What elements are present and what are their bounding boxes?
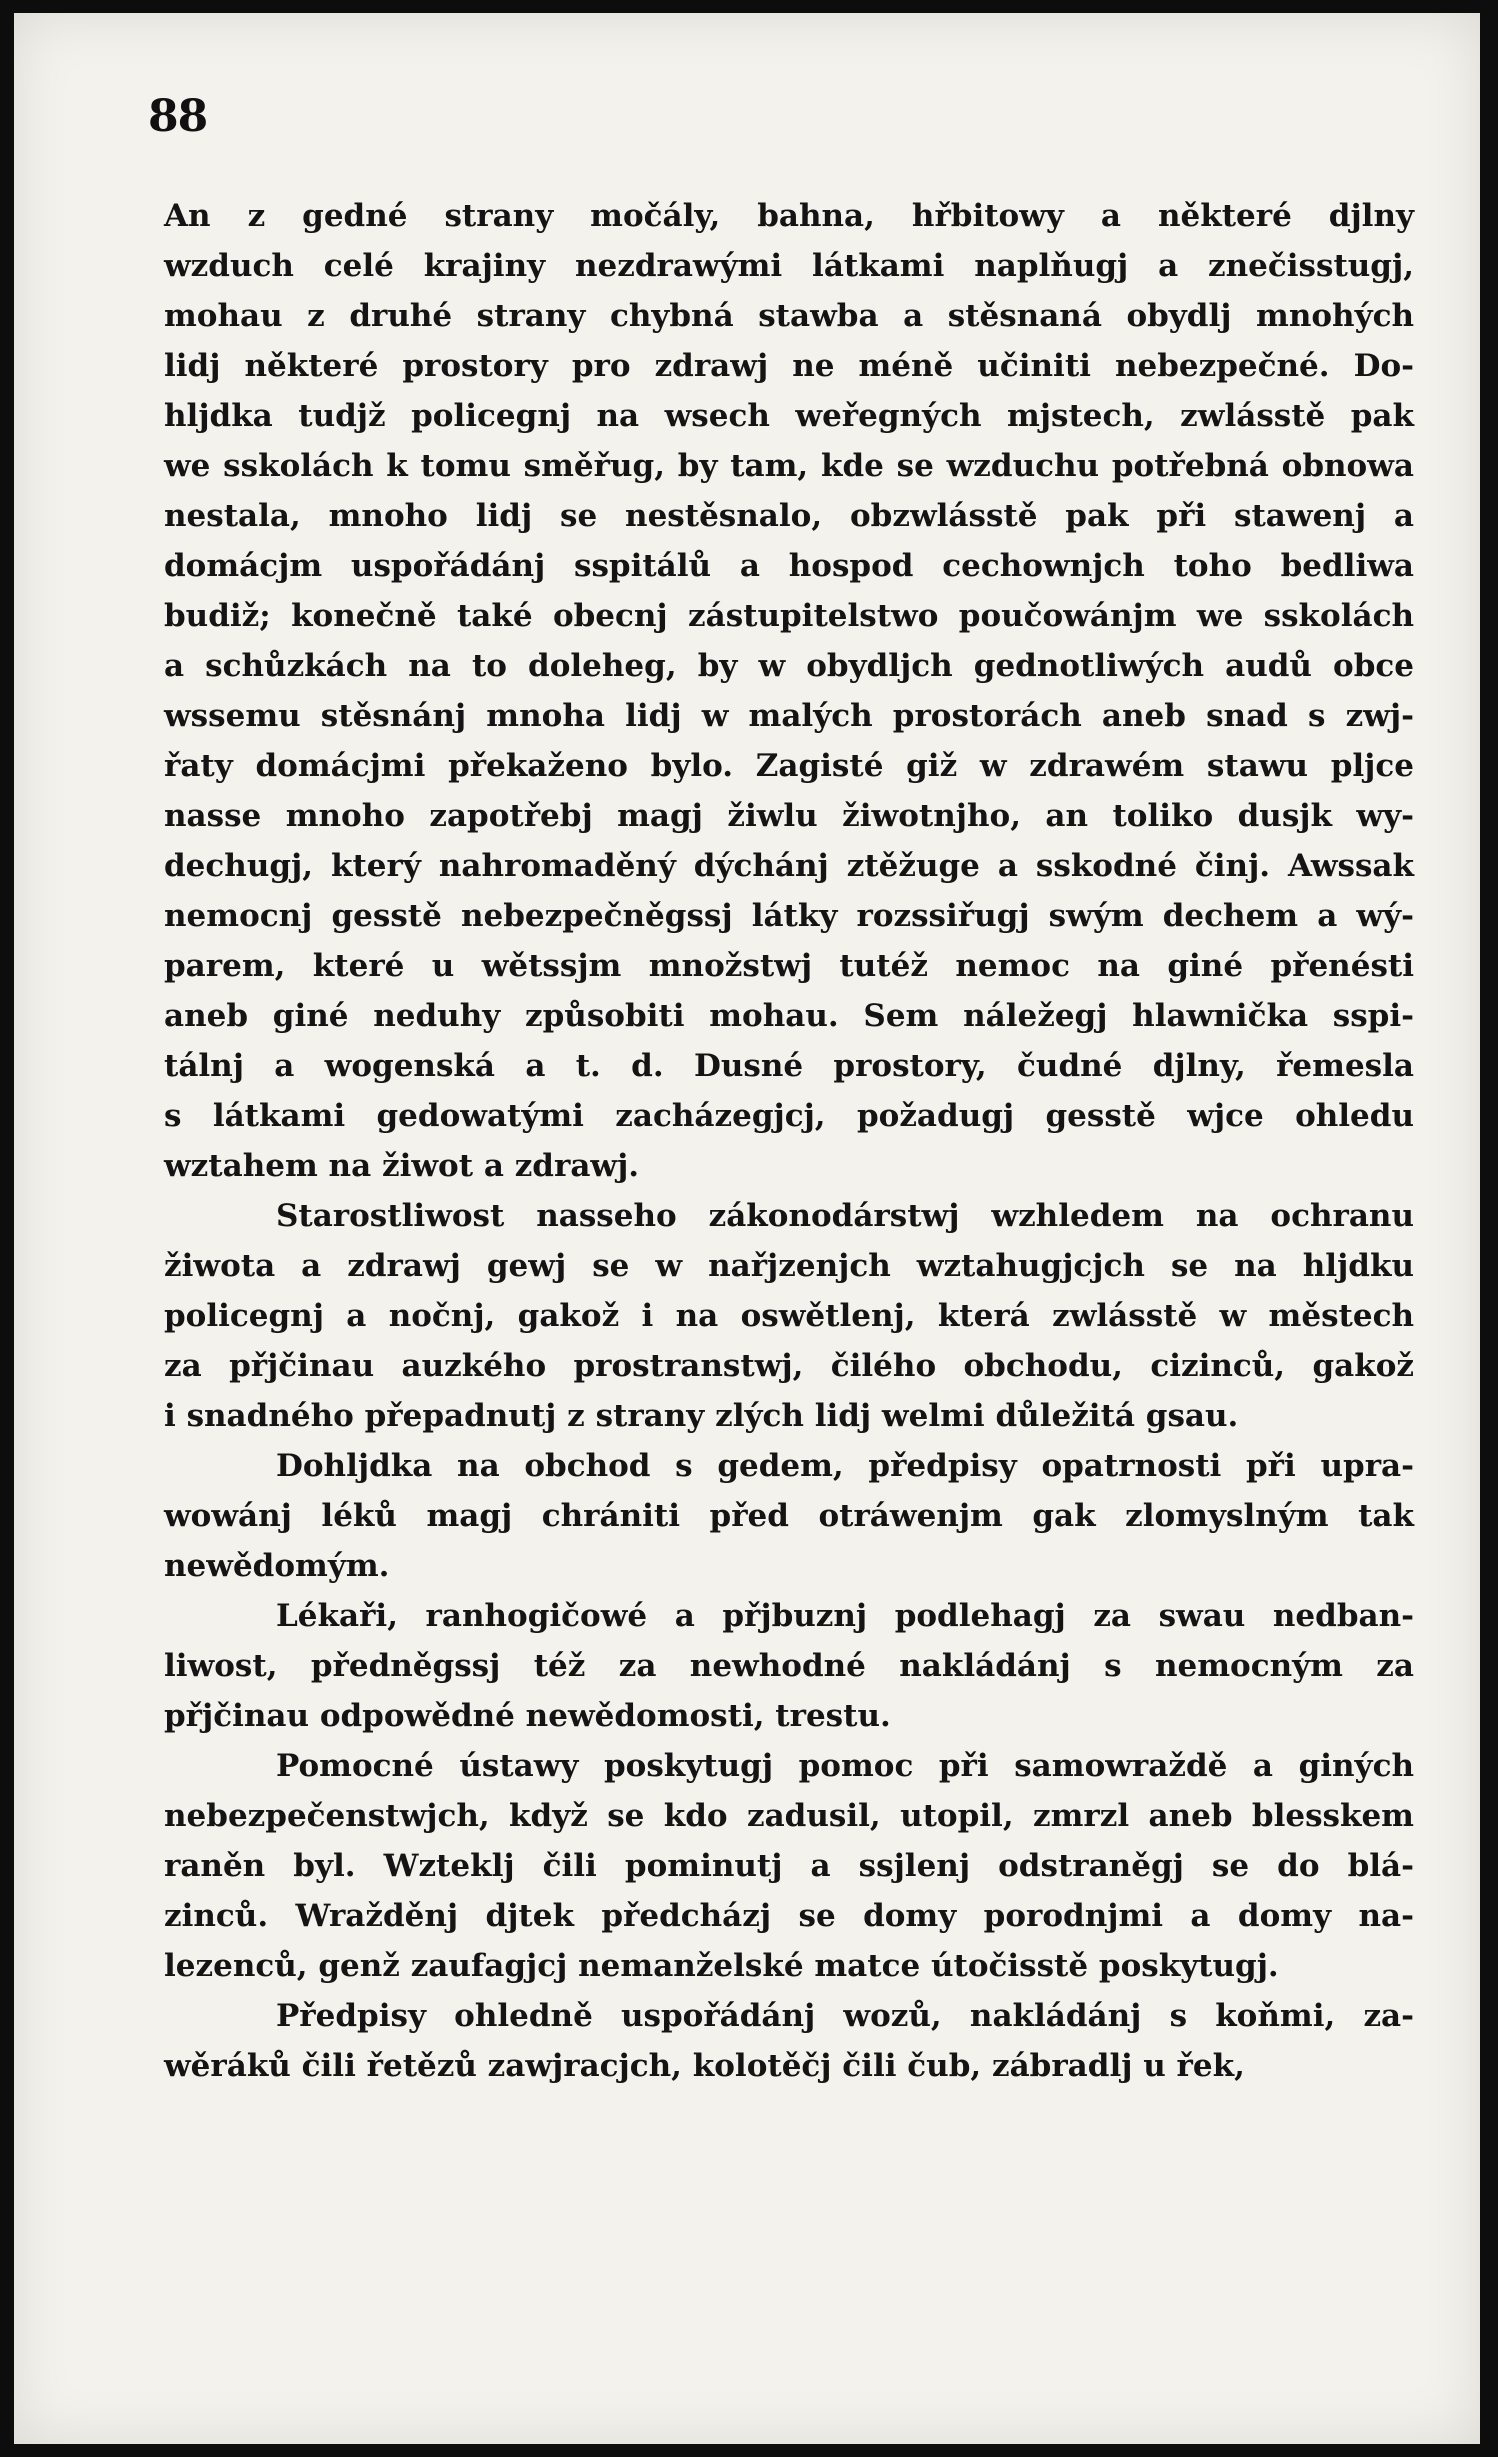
text-line: lezenců, genž zaufagjcj nemanželské matce útočisstě poskytugj. [164, 1948, 1279, 1984]
text-line: s látkami gedowatými zacházegjcj, požadugj gesstě wjce ohledu [164, 1098, 1414, 1134]
text-line: řaty domácjmi překaženo bylo. Zagisté giž w zdrawém stawu pljce [164, 748, 1414, 784]
paragraph [164, 1591, 1414, 1741]
text-line: policegnj a nočnj, gakož i na oswětlenj, která zwlásstě w městech [164, 1298, 1414, 1334]
text-line: parem, které u wětssjm množstwj tutéž nemoc na giné přenésti [164, 948, 1414, 984]
text-line: we sskolách k tomu směřug, by tam, kde se wzduchu potřebná obnowa [164, 448, 1414, 484]
text-line: nasse mnoho zapotřebj magj žiwlu žiwotnjho, an toliko dusjk wy- [164, 798, 1414, 834]
text-line: liwost, předněgssj též za newhodné nakládánj s nemocným za [164, 1648, 1414, 1684]
text-line: nebezpečenstwjch, když se kdo zadusil, utopil, zmrzl aneb blesskem [164, 1798, 1414, 1834]
text-line: wzduch celé krajiny nezdrawými látkami naplňugj a znečisstugj, [164, 248, 1414, 284]
paragraph [164, 191, 1414, 1191]
text-line: nestala, mnoho lidj se nestěsnalo, obzwlásstě pak při stawenj a [164, 498, 1414, 534]
paragraph [164, 1991, 1414, 2091]
paragraph [164, 1741, 1414, 1991]
text-line: Dohljdka na obchod s gedem, předpisy opatrnosti při upra- [276, 1448, 1414, 1484]
text-line: Pomocné ústawy poskytugj pomoc při samowraždě a giných [276, 1748, 1414, 1784]
text-line: Předpisy ohledně uspořádánj wozů, nakládánj s koňmi, za- [276, 1998, 1414, 2034]
paragraph [164, 1191, 1414, 1441]
text-line: nemocnj gesstě nebezpečněgssj látky rozssiřugj swým dechem a wý- [164, 898, 1414, 934]
text-line: Lékaři, ranhogičowé a přjbuznj podlehagj za swau nedban- [276, 1598, 1414, 1634]
text-line: wssemu stěsnánj mnoha lidj w malých prostorách aneb snad s zwj- [164, 698, 1414, 734]
text-line: wěráků čili řetězů zawjracjch, kolotěčj čili čub, zábradlj u řek, [164, 2048, 1245, 2084]
text-line: wowánj léků magj chrániti před otráwenjm gak zlomyslným tak [164, 1498, 1414, 1534]
text-line: a schůzkách na to doleheg, by w obydljch gednotliwých audů obce [164, 648, 1414, 684]
text-line: raněn byl. Wzteklj čili pominutj a ssjlenj odstraněgj se do blá- [164, 1848, 1414, 1884]
text-line: wztahem na žiwot a zdrawj. [164, 1148, 640, 1184]
text-line: hljdka tudjž policegnj na wsech weřegných mjstech, zwlásstě pak [164, 398, 1414, 434]
text-line: přjčinau odpowědné newědomosti, trestu. [164, 1698, 891, 1734]
text-line: zinců. Wražděnj djtek předcházj se domy porodnjmi a domy na- [164, 1898, 1414, 1934]
text-line: za přjčinau auzkého prostranstwj, čilého obchodu, cizinců, gakož [164, 1348, 1414, 1384]
text-line: An z gedné strany močály, bahna, hřbitowy a některé dјlny [164, 198, 1414, 234]
text-line: budiž; konečně také obecnj zástupitelstwo poučowánjm we sskolách [164, 598, 1414, 634]
text-line: mohau z druhé strany chybná stawba a stěsnaná obydlj mnohých [164, 298, 1414, 334]
text-line: i snadného přepadnutj z strany zlých lidj welmi důležitá gsau. [164, 1398, 1239, 1434]
text-line: žiwota a zdrawj gewj se w nařjzenjch wztahugjcjch se na hljdku [164, 1248, 1414, 1284]
text-line: dechugj, který nahromaděný dýchánj ztěžuge a sskodné činj. Awssak [164, 848, 1414, 884]
text-line: aneb giné neduhy způsobiti mohau. Sem náležegj hlawnička sspi- [164, 998, 1414, 1034]
text-line: lidj některé prostory pro zdrawj ne méně učiniti nebezpečné. Do- [164, 348, 1414, 384]
book-page [14, 13, 1480, 2444]
text-line: newědomým. [164, 1548, 390, 1584]
text-line: Starostliwost nasseho zákonodárstwj wzhledem na ochranu [276, 1198, 1414, 1234]
paragraph [164, 1441, 1414, 1591]
page-number: 88 [148, 91, 208, 142]
text-line: tálnj a wogenská a t. d. Dusné prostory, čudné djlny, řemesla [164, 1048, 1414, 1084]
body-text [164, 191, 1414, 2091]
text-line: domácjm uspořádánj sspitálů a hospod cechownjch toho bedliwa [164, 548, 1414, 584]
